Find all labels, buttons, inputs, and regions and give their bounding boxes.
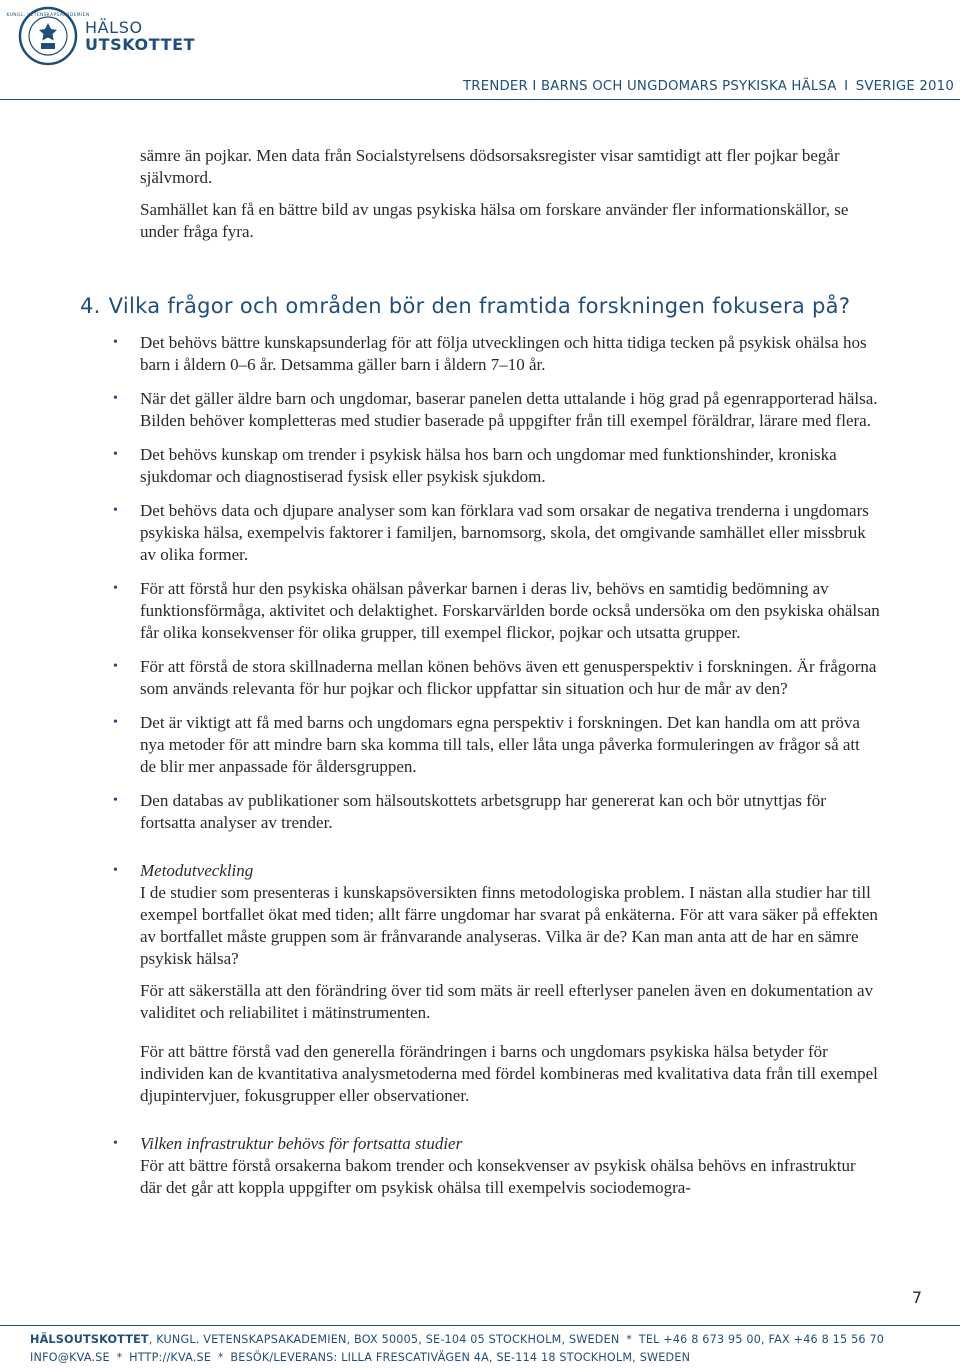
intro-paragraph-1: sämre än pojkar. Men data från Socialstyrelsens dödsorsaksregister visar samtidigt att fler pojkar begår självmord. [140, 146, 840, 187]
academy-seal-icon [6, 6, 90, 66]
infra-paragraph: För att bättre förstå orsakerna bakom trender och konsekvenser av psykisk ohälsa behövs en infrastruktur där det går att koppla uppgifter om psykisk ohälsa till exempelvis sociodemogra- [140, 1156, 856, 1197]
intro-paragraph-2: Samhället kan få en bättre bild av ungas psykiska hälsa om forskare använder fler informationskällor, se under fråga fyra. [140, 200, 849, 241]
running-head-title: TRENDER I BARNS OCH UNGDOMARS PSYKISKA HÄLSA [462, 79, 837, 94]
brand-logo [6, 6, 196, 66]
brand-wordmark [85, 19, 195, 53]
list-item-text: För att förstå hur den psykiska ohälsan påverkar barnen i deras liv, behövs en samtidig bedömning av funktionsförmåga, aktivitet och delaktighet. Forskarvärlden borde också undersöka om den psykiska ohälsan får olika konsekvenser för olika grupper, till exempel flickor, pojkar och utsatta grupper. [140, 579, 880, 642]
running-head-separator: I [844, 79, 849, 94]
method-title: Metodutveckling [140, 861, 254, 880]
method-item [113, 860, 880, 1107]
bullet-icon: • [113, 863, 118, 878]
footer-line-1 [30, 1331, 884, 1349]
list-item [113, 578, 880, 644]
infra-item [113, 1133, 880, 1199]
recommendation-list [113, 332, 880, 1211]
bullet-icon: • [113, 447, 118, 462]
list-item-text: För att förstå de stora skillnaderna mellan könen behövs även ett genusperspektiv i forskningen. Är frågorna som används relevanta för hur pojkar och flickor uppfattar sin situation och hur de mår av den? [140, 657, 877, 698]
footer-address: , KUNGL. VETENSKAPSAKADEMIEN, BOX 50005, SE-104 05 STOCKHOLM, SWEDEN [148, 1333, 620, 1346]
list-item [113, 712, 880, 778]
brand-line-1: HÄLSO [85, 18, 143, 37]
bullet-icon: • [113, 793, 118, 808]
list-item-text: Det behövs kunskap om trender i psykisk hälsa hos barn och ungdomar med funktionshinder, kroniska sjukdomar och diagnostiserad fysisk eller psykisk sjukdom. [140, 445, 837, 486]
intro-text [140, 145, 880, 243]
footer-rule [0, 1325, 960, 1326]
list-item [113, 388, 880, 432]
bullet-icon: • [113, 503, 118, 518]
brand-line-2: UTSKOTTET [85, 35, 196, 54]
method-paragraph-2: För att säkerställa att den förändring över tid som mäts är reell efterlyser panelen även en dokumentation av validitet och reliabilitet i mätinstrumenten. [140, 981, 874, 1022]
section-title: Vilka frågor och områden bör den framtida forskningen fokusera på? [108, 294, 851, 318]
footer-line-2 [30, 1349, 884, 1367]
list-item-text: När det gäller äldre barn och ungdomar, baserar panelen detta uttalande i hög grad på egenrapporterad hälsa. Bilden behöver kompletteras med studier baserade på uppgifter från till exempel föräldrar, lärare med flera. [140, 389, 878, 430]
list-item-text: Den databas av publikationer som hälsoutskottets arbetsgrupp har genererat kan och bör utnyttjas för fortsatta analyser av trender. [140, 791, 826, 832]
footer-email-link[interactable]: INFO@KVA.SE [30, 1351, 110, 1364]
bullet-icon: • [113, 581, 118, 596]
footer-phone: TEL +46 8 673 95 00, FAX +46 8 15 56 70 [638, 1333, 885, 1346]
list-item [113, 500, 880, 566]
seal-text: KUNGL. VETENSKAPSAKADEMIEN [6, 13, 90, 18]
list-item-text: Det behövs data och djupare analyser som kan förklara vad som orsakar de negativa trenderna i ungdomars psykiska hälsa, exempelvis faktorer i familjen, barnomsorg, skola, det omgivande samhället eller missbruk av olika former. [140, 501, 869, 564]
list-item-text: Det behövs bättre kunskapsunderlag för att följa utvecklingen och hitta tidiga tecken på psykisk ohälsa hos barn i åldern 0–6 år. Detsamma gäller barn i åldern 7–10 år. [140, 333, 867, 374]
bullet-icon: • [113, 1136, 118, 1151]
footer [30, 1331, 884, 1367]
footer-org: HÄLSOUTSKOTTET [30, 1333, 149, 1346]
footer-star-icon: * [217, 1351, 224, 1364]
infra-title: Vilken infrastruktur behövs för fortsatta studier [140, 1134, 463, 1153]
footer-star-icon: * [116, 1351, 123, 1364]
list-item [113, 332, 880, 376]
list-item [113, 656, 880, 700]
method-paragraph-1: I de studier som presenteras i kunskapsöversikten finns metodologiska problem. I nästan alla studier har till exempel bortfallet ökat med tiden; allt färre ungdomar har svarat på enkäterna. För att vara säker på effekten av bortfallet måste gruppen som är frånvarande analyseras. Vilka är de? Kan man anta att de har en sämre psykisk hälsa? [140, 883, 878, 968]
section-number: 4. [80, 294, 101, 318]
bullet-icon: • [113, 335, 118, 350]
bullet-icon: • [113, 715, 118, 730]
bullet-icon: • [113, 659, 118, 674]
header-rule [0, 99, 960, 100]
method-paragraph-3: För att bättre förstå vad den generella förändringen i barns och ungdomars psykiska hälsa betyder för individen kan de kvantitativa analysmetoderna med fördel kombineras med kvalitativa data från till exempel djupintervjuer, fokusgrupper eller observationer. [140, 1042, 878, 1105]
list-item [113, 790, 880, 834]
section-heading [80, 294, 850, 318]
bullet-icon: • [113, 391, 118, 406]
footer-star-icon: * [626, 1333, 633, 1346]
running-head [463, 79, 954, 94]
footer-web-link[interactable]: HTTP://KVA.SE [129, 1351, 212, 1364]
running-head-place-year: SVERIGE 2010 [855, 79, 954, 94]
page-number: 7 [911, 1288, 922, 1307]
list-item-text: Det är viktigt att få med barns och ungdomars egna perspektiv i forskningen. Det kan handla om att pröva nya metoder för att mindre barn ska komma till tals, eller låta unga påverka formuleringen av frågor så att de blir mer anpassade för åldersgruppen. [140, 713, 860, 776]
list-item [113, 444, 880, 488]
footer-visit-address: BESÖK/LEVERANS: LILLA FRESCATIVÄGEN 4A, SE-114 18 STOCKHOLM, SWEDEN [230, 1351, 691, 1364]
